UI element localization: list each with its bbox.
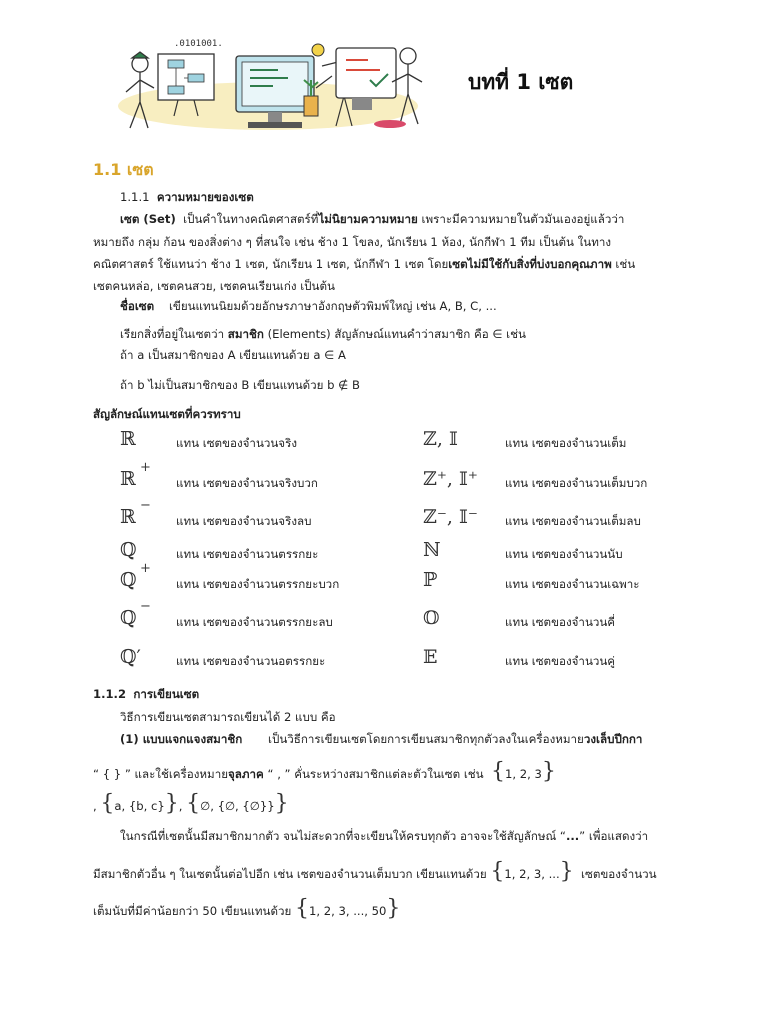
set-symbol-description: แทน เซตของจำนวนเต็ม: [505, 436, 627, 450]
membership-line: เรียกสิ่งที่อยู่ในเซตว่า สมาชิก (Elements) สัญลักษณ์แทนคำว่าสมาชิก คือ ∈ เช่น: [120, 327, 526, 341]
set-symbol-description: แทน เซตของจำนวนตรรกยะบวก: [176, 577, 340, 591]
example-set-4: 1, 2, 3, ...: [504, 867, 560, 881]
example-set-3: ∅, {∅, {∅}}: [200, 799, 275, 813]
set-symbol-icon: ℤ⁻, 𝕀⁻: [423, 506, 478, 528]
set-symbol-description: แทน เซตของจำนวนตรรกยะลบ: [176, 615, 333, 629]
svg-text:.0101001.: .0101001.: [174, 39, 223, 49]
set-symbol-icon: ℚ: [120, 569, 137, 591]
paragraph-line: เซต (Set) เป็นคำในทางคณิตศาสตร์ที่ไม่นิยามความหมาย เพราะมีความหมายในตัวมันเองอยู่แล้วว่า: [120, 212, 625, 226]
symbols-heading: สัญลักษณ์แทนเซตที่ควรทราบ: [93, 407, 241, 421]
set-symbol-icon: ℝ: [120, 468, 136, 490]
header-illustration: [108, 36, 432, 134]
set-symbol-description: แทน เซตของจำนวนนับ: [505, 547, 623, 561]
set-symbol-icon: ℚ′: [120, 646, 141, 668]
subsection-heading-2: 1.1.2 การเขียนเซต: [93, 687, 200, 701]
set-symbol-icon: ℚ: [120, 607, 137, 629]
set-symbol-superscript: −: [140, 498, 151, 513]
method1-line: (1) แบบแจกแจงสมาชิก เป็นวิธีการเขียนเซตโดยการเขียนสมาชิกทุกตัวลงในเครื่องหมายวงเล็บปีกกา: [120, 732, 643, 746]
subsection-heading-1: 1.1.1 ความหมายของเซต: [120, 190, 254, 204]
non-membership-example: ถ้า b ไม่เป็นสมาชิกของ B เขียนแทนด้วย b ∉ B: [120, 378, 360, 392]
set-symbol-description: แทน เซตของจำนวนจริง: [176, 436, 297, 450]
set-symbol-description: แทน เซตของจำนวนอตรรกยะ: [176, 654, 326, 668]
set-symbol-icon: ℚ: [120, 539, 137, 561]
set-symbol-description: แทน เซตของจำนวนคู่: [505, 654, 616, 668]
set-symbol-icon: ℕ: [423, 539, 441, 561]
paragraph-line: คณิตศาสตร์ ใช้แทนว่า ช้าง 1 เซต, นักเรียน 1 เซต, นักกีฬา 1 เซต โดยเซตไม่มีใช้กับสิ่งที่บ่งบอกคุณภาพ เช่น: [93, 257, 636, 271]
set-symbol-superscript: +: [140, 561, 151, 576]
example-set-2: a, {b, c}: [114, 799, 165, 813]
set-symbol-icon: 𝔼: [423, 646, 438, 668]
set-symbol-description: แทน เซตของจำนวนจริงลบ: [176, 514, 312, 528]
paragraph-line: มีสมาชิกตัวอื่น ๆ ในเซตนั้นต่อไปอีก เช่น เซตของจำนวนเต็มบวก เขียนแทนด้วย {1, 2, 3, ...} เซตของจำนวน: [93, 859, 657, 884]
set-symbol-icon: ℙ: [423, 569, 438, 591]
set-symbol-description: แทน เซตของจำนวนคี่: [505, 615, 616, 629]
set-symbol-icon: ℝ: [120, 506, 136, 528]
set-symbol-description: แทน เซตของจำนวนตรรกยะ: [176, 547, 319, 561]
set-symbol-icon: ℤ, 𝕀: [423, 428, 458, 450]
lightbulb-icon: [312, 44, 324, 56]
method1-line2: “ { } ” และใช้เครื่องหมายจุลภาค “ , ” คั่นระหว่างสมาชิกแต่ละตัวในเซต เช่น {1, 2, 3}: [93, 759, 556, 784]
paragraph-line: เซตคนหล่อ, เซตคนสวย, เซตคนเรียนเก่ง เป็นต้น: [93, 279, 335, 293]
set-symbol-description: แทน เซตของจำนวนเต็มลบ: [505, 514, 641, 528]
set-symbol-description: แทน เซตของจำนวนเฉพาะ: [505, 577, 640, 591]
membership-example: ถ้า a เป็นสมาชิกของ A เขียนแทนด้วย a ∈ A: [120, 348, 346, 362]
set-symbol-icon: ℤ⁺, 𝕀⁺: [423, 468, 478, 490]
set-symbol-description: แทน เซตของจำนวนจริงบวก: [176, 476, 318, 490]
set-symbol-icon: ℝ: [120, 428, 136, 450]
set-symbol-superscript: +: [140, 460, 151, 475]
paragraph-line: เต็มนับที่มีค่าน้อยกว่า 50 เขียนแทนด้วย {1, 2, 3, ..., 50}: [93, 896, 401, 921]
section-title: 1.1 เซต: [93, 160, 154, 179]
set-name-line: ชื่อเซต เขียนแทนนิยมด้วยอักษรภาษาอังกฤษตัวพิมพ์ใหญ่ เช่น A, B, C, ...: [120, 299, 497, 313]
chapter-title: บทที่ 1 เซต: [468, 70, 574, 94]
set-symbol-description: แทน เซตของจำนวนเต็มบวก: [505, 476, 648, 490]
paragraph-line: ในกรณีที่เซตนั้นมีสมาชิกมากตัว จนไม่สะดวกที่จะเขียนให้ครบทุกตัว อาจจะใช้สัญลักษณ์ “...” เพื่อแสดงว่า: [120, 829, 649, 843]
example-set-1: 1, 2, 3: [504, 767, 542, 781]
example-set-5: 1, 2, 3, ..., 50: [308, 904, 387, 918]
example-sets-line: , {a, {b, c}}, {∅, {∅, {∅}}}: [93, 791, 289, 816]
paragraph-line: หมายถึง กลุ่ม ก้อน ของสิ่งต่าง ๆ ที่สนใจ เช่น ช้าง 1 โขลง, นักเรียน 1 ห้อง, นักกีฬา 1 ทีม เป็นต้น ในทาง: [93, 235, 612, 249]
set-symbol-icon: 𝕆: [423, 607, 440, 629]
writing-intro: วิธีการเขียนเซตสามารถเขียนได้ 2 แบบ คือ: [120, 710, 336, 724]
set-symbol-superscript: −: [140, 599, 151, 614]
